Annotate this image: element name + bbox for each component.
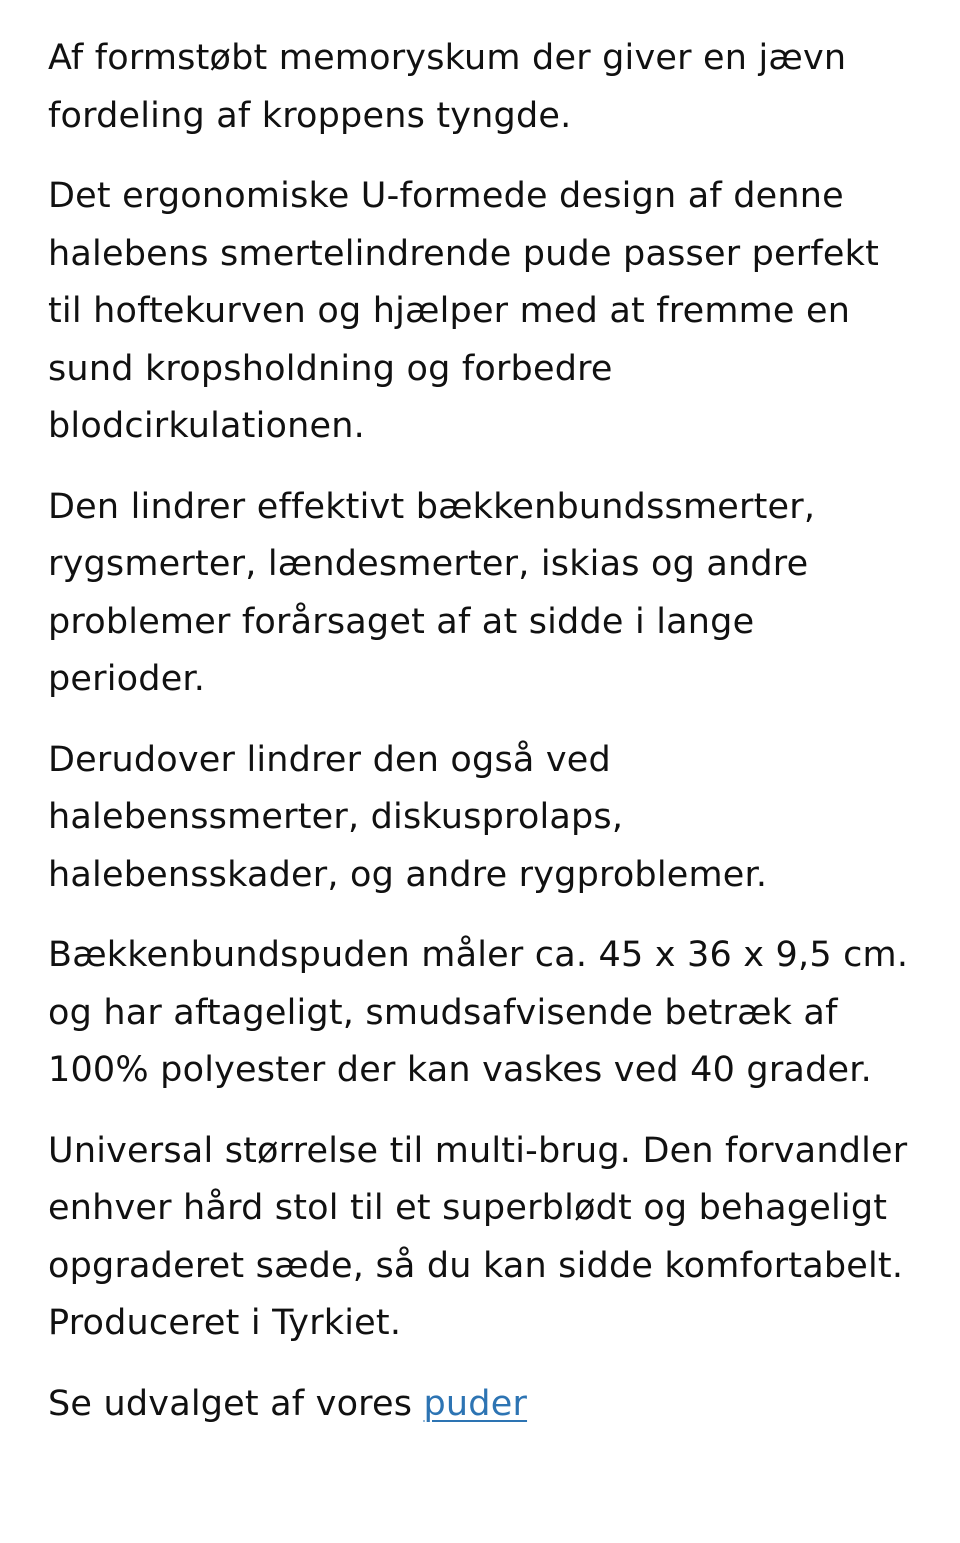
description-paragraph-1: Af formstøbt memoryskum der giver en jævn fordeling af kroppens tyngde. [48,38,847,136]
pillows-link[interactable]: puder [423,1383,528,1424]
description-paragraph-4: Derudover lindrer den også ved halebenssmerter, diskusprolaps, halebensskader, og andre rygproblemer. [48,739,768,895]
description-paragraph-5: Bækkenbundspuden måler ca. 45 x 36 x 9,5 cm. og har aftageligt, smudsafvisende betræk af 100% polyester der kan vaskes ved 40 grader. [48,935,909,1090]
see-more-text: Se udvalget af vores [48,1383,424,1424]
description-paragraph-6: Universal størrelse til multi-brug. Den forvandler enhver hård stol til et superblødt og behageligt opgraderet sæde, så du kan sidde komfortabelt. Produceret i Tyrkiet. [48,1130,908,1343]
description-paragraph-2: Det ergonomiske U-formede design af denne halebens smertelindrende pude passer perfekt til hoftekurven og hjælper med at fremme en sund kropsholdning og forbedre blodcirkulationen. [48,176,879,446]
see-more-line [48,1376,920,1434]
description-paragraph-3: Den lindrer effektivt bækkenbundssmerter, rygsmerter, lændesmerter, iskias og andre problemer forårsaget af at sidde i lange perioder. [48,486,816,699]
